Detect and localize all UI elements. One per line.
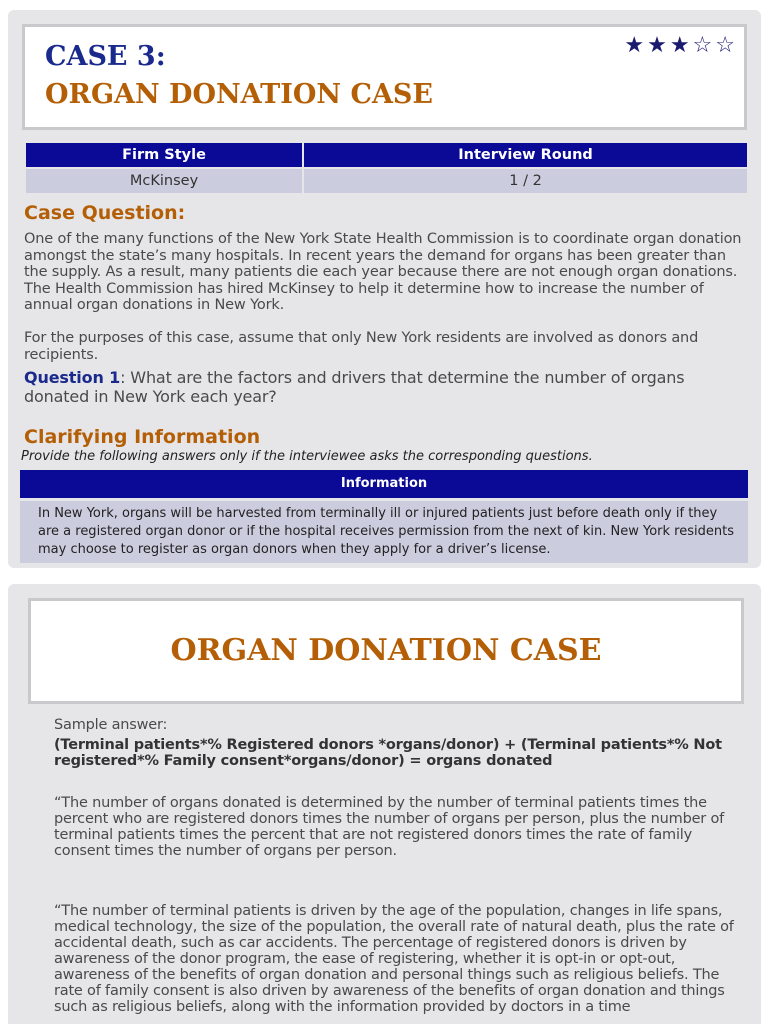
information-header: Information: [20, 470, 748, 498]
sample-answer-paragraph-2: “The number of terminal patients is driven by the age of the population, changes in life spans, medical technology, the size of the population, the overall rate of natural death, plus the rate of accidental death, such as car accidents. The percentage of registered donors is driven by awareness of the donor program, the ease of registering, whether it is opt-in or opt-out, awareness of the benefits of organ donation and personal things such as religious beliefs. The rate of family consent is also driven by awareness of the benefits of organ donation and things such as religious beliefs, along with the information provided by doctors in a time: [54, 903, 734, 1015]
case-question-paragraph: One of the many functions of the New York State Health Commission is to coordinate organ donation amongst the state’s many hospitals. In recent years the demand for organs has been greater than the supply. As a result, many patients die each year because there are not enough organ donations. The Health Commission has hired McKinsey to help it determine how to increase the number of annual organ donations in New York.: [24, 231, 742, 313]
case-assumption-paragraph: For the purposes of this case, assume that only New York residents are involved as donors and recipients.: [24, 330, 699, 363]
clarifying-info-heading: Clarifying Information: [24, 426, 261, 448]
sample-answer-paragraph-1: “The number of organs donated is determined by the number of terminal patients times the percent who are registered donors times the number of organs per person, plus the number of terminal patients times the percent that are not registered donors times the rate of family consent times the number of organs per person.: [54, 795, 725, 859]
slide2-title-box: [28, 598, 744, 704]
case-name: ORGAN DONATION CASE: [45, 79, 433, 110]
firm-style-value: McKinsey: [26, 169, 302, 193]
slide-sample-answer: [8, 584, 761, 1024]
question-1-label: Question 1: [24, 368, 121, 387]
difficulty-rating-stars: ★★★☆☆: [624, 33, 738, 58]
interview-round-value: 1 / 2: [304, 169, 747, 193]
firm-style-table: [24, 141, 749, 195]
slide-case-3: [8, 10, 761, 568]
case-question-heading: Case Question:: [24, 202, 186, 224]
formula-text: (Terminal patients*% Registered donors *organs/donor) + (Terminal patients*% Not registered*% Family consent*organs/donor) = organs donated: [54, 737, 722, 769]
question-1-text: : What are the factors and drivers that determine the number of organs donated in New York each year?: [24, 368, 685, 406]
sample-answer-formula: [54, 737, 742, 769]
slide2-title: ORGAN DONATION CASE: [170, 633, 602, 668]
information-text: In New York, organs will be harvested from terminally ill or injured patients just before death only if they are a registered organ donor or if the hospital receives permission from the next of kin. New York residents may choose to register as organ donors when they apply for a driver’s license.: [20, 501, 748, 563]
case-number: CASE 3:: [45, 41, 166, 72]
interview-round-header: Interview Round: [304, 143, 747, 167]
case-title-box: [22, 24, 747, 130]
sample-answer-label: Sample answer:: [54, 717, 168, 733]
clarifying-note: Provide the following answers only if the interviewee asks the corresponding questions.: [21, 449, 593, 464]
question-1: [24, 368, 752, 406]
firm-style-header: Firm Style: [26, 143, 302, 167]
